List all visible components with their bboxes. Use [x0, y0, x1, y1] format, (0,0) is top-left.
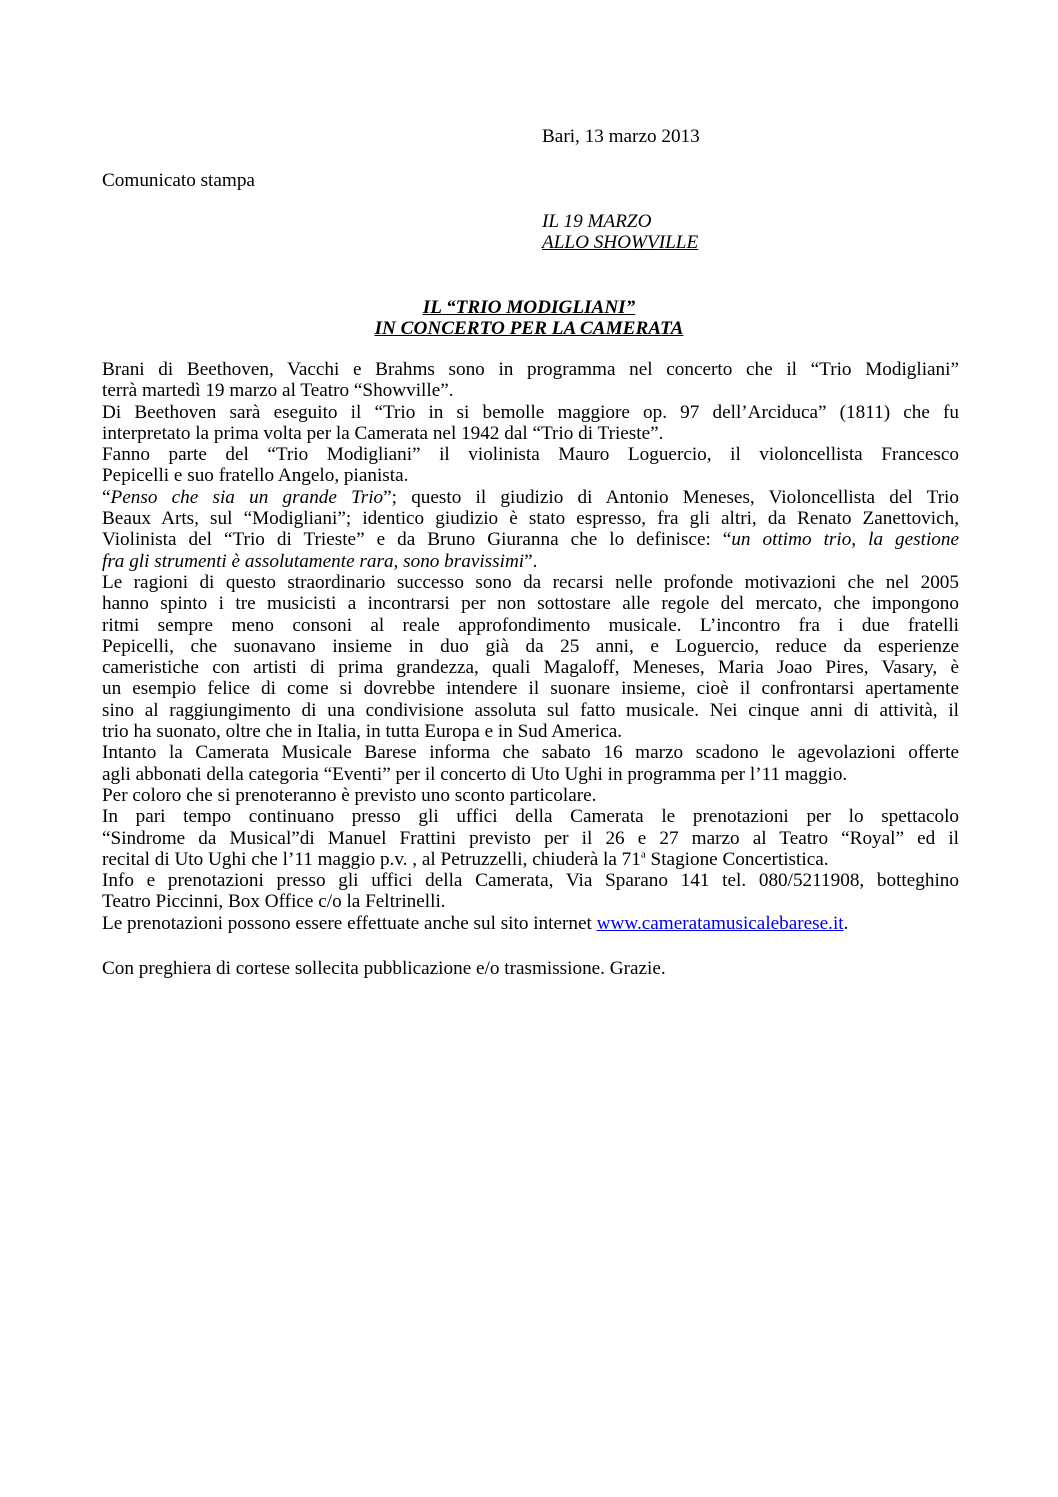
text-line: Intanto la Camerata Musicale Barese informa che sabato 16 marzo scadono le agevolazioni offerte: [102, 742, 959, 764]
title-line-1: IL “TRIO MODIGLIANI”: [422, 297, 636, 318]
quote-mark: ”.: [524, 550, 538, 572]
text-line: Di Beethoven sarà eseguito il “Trio in si bemolle maggiore op. 97 dell’Arciduca” (1811) che fu: [102, 401, 959, 423]
document-date: Bari, 13 marzo 2013: [542, 126, 700, 147]
text-line: [102, 487, 959, 508]
text-span: Stagione Concertistica.: [645, 848, 829, 870]
text-line: Info e prenotazioni presso gli uffici della Camerata, Via Sparano 141 tel. 080/5211908, botteghino: [102, 870, 959, 892]
text-span: .: [843, 912, 849, 934]
press-release-title: [0, 297, 1058, 340]
text-line: In pari tempo continuano presso gli uffici della Camerata le prenotazioni per lo spettacolo: [102, 806, 959, 828]
paragraph-subscriptions: [102, 742, 959, 785]
text-line: Brani di Beethoven, Vacchi e Brahms sono in programma nel concerto che il “Trio Modigliani”: [102, 359, 959, 380]
text-line: [102, 551, 959, 572]
text-line: agli abbonati della categoria “Eventi” per il concerto di Uto Ughi in programma per l’11 maggio.: [102, 763, 848, 785]
paragraph-program: [102, 359, 959, 402]
text-line: Per coloro che si prenoteranno è previsto uno sconto particolare.: [102, 784, 597, 806]
text-span: Le prenotazioni possono essere effettuate anche sul sito internet: [102, 912, 597, 934]
text-line: Beaux Arts, sul “Modigliani”; identico giudizio è stato espresso, fra gli altri, da Renato Zanettovich,: [102, 508, 959, 530]
title-line-2: IN CONCERTO PER LA CAMERATA: [374, 318, 684, 340]
event-venue-line: ALLO SHOWVILLE: [542, 232, 699, 254]
text-line: un esempio felice di come si dovrebbe intendere il suonare insieme, cioè il confrontarsi apertamente: [102, 678, 959, 700]
paragraph-beethoven: [102, 402, 959, 445]
event-date-line: IL 19 MARZO: [542, 211, 652, 232]
text-line: Teatro Piccinni, Box Office c/o la Feltrinelli.: [102, 891, 446, 913]
text-line: “Sindrome da Musical”di Manuel Frattini previsto per il 26 e 27 marzo al Teatro “Royal” ed il: [102, 827, 959, 849]
ordinal-superscript: a: [640, 848, 646, 861]
website-link[interactable]: www.cameratamusicalebarese.it: [596, 912, 844, 934]
paragraph-bookings: [102, 806, 959, 870]
document-type-label: Comunicato stampa: [102, 170, 255, 191]
paragraph-discount: [102, 785, 959, 806]
text-span: recital di Uto Ughi che l’11 maggio p.v. , al Petruzzelli, chiuderà la 71: [102, 848, 641, 870]
paragraph-success: [102, 572, 959, 742]
quote-giuranna-part2: fra gli strumenti è assolutamente rara, sono bravissimi: [102, 550, 525, 572]
text-line: [102, 529, 959, 550]
paragraph-website: [102, 913, 959, 934]
quote-meneses: Penso che sia un grande Trio: [110, 486, 384, 508]
text-line: hanno spinto i tre musicisti a incontrarsi per non sottostare alle regole del mercato, che impongono: [102, 593, 959, 615]
text-line: trio ha suonato, oltre che in Italia, in tutta Europa e in Sud America.: [102, 721, 623, 743]
text-line: Pepicelli, che suonavano insieme in duo già da 25 anni, e Loguercio, reduce da esperienze: [102, 635, 959, 657]
text-span: ”; questo il giudizio di Antonio Meneses, Violoncellista del Trio: [383, 486, 959, 508]
text-line: ritmi sempre meno consoni al reale approfondimento musicale. L’incontro fra i due fratelli: [102, 614, 959, 636]
paragraph-members: [102, 444, 959, 487]
text-line: cameristiche con artisti di prima grandezza, quali Magaloff, Meneses, Maria Joao Pires, Vasary, è: [102, 657, 959, 679]
text-line: Pepicelli e suo fratello Angelo, pianista.: [102, 465, 409, 487]
text-line: terrà martedì 19 marzo al Teatro “Showville”.: [102, 380, 454, 402]
text-line: [102, 913, 959, 934]
text-line: [102, 849, 959, 870]
paragraph-quotes: [102, 487, 959, 572]
quote-giuranna-part1: un ottimo trio, la gestione: [731, 529, 959, 551]
quote-mark: “: [102, 486, 111, 508]
closing-note: Con preghiera di cortese sollecita pubblicazione e/o trasmissione. Grazie.: [102, 958, 666, 979]
text-line: Le ragioni di questo straordinario successo sono da recarsi nelle profonde motivazioni che nel 2005: [102, 571, 959, 593]
text-line: Fanno parte del “Trio Modigliani” il violinista Mauro Loguercio, il violoncellista Francesco: [102, 444, 959, 466]
text-span: Violinista del “Trio di Trieste” e da Bruno Giuranna che lo definisce: “: [102, 529, 732, 551]
paragraph-info: [102, 870, 959, 913]
press-release-body: [102, 359, 959, 934]
text-line: sino al raggiungimento di una condivisione assoluta sul fatto musicale. Nei cinque anni di attività, il: [102, 699, 959, 721]
event-subheading: [542, 211, 698, 254]
text-line: interpretato la prima volta per la Camerata nel 1942 dal “Trio di Trieste”.: [102, 422, 664, 444]
